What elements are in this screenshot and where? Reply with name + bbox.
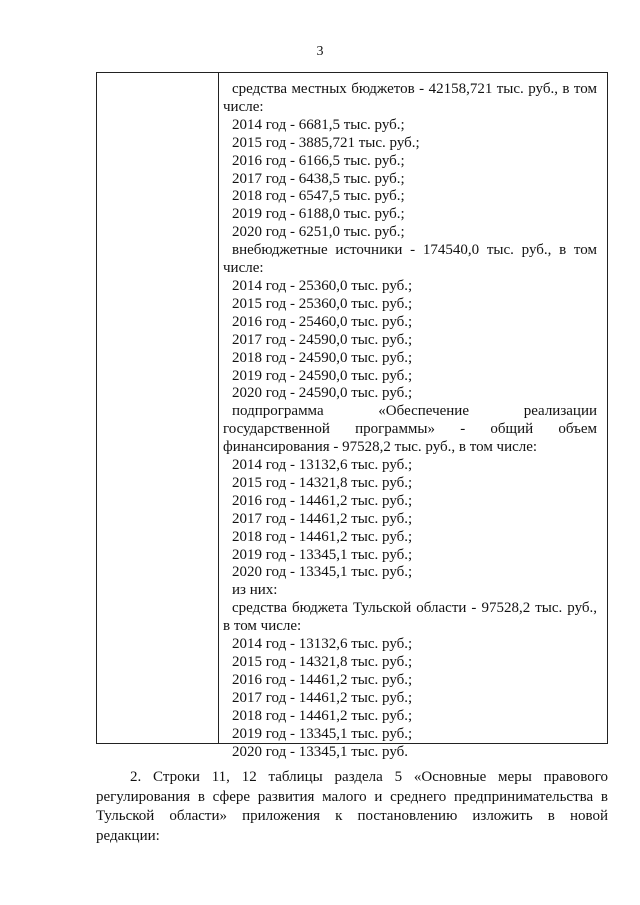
table-line: 2019 год - 13345,1 тыс. руб.; <box>232 725 413 742</box>
table-line: 2020 год - 13345,1 тыс. руб.; <box>232 564 413 581</box>
paragraph-line: Тульской области» приложения к постановлению изложить в новой <box>96 808 608 825</box>
table-line: средства бюджета Тульской области - 97528,2 тыс. руб., <box>232 600 597 617</box>
table-line: 2016 год - 14461,2 тыс. руб.; <box>232 492 413 509</box>
table-line: 2017 год - 14461,2 тыс. руб.; <box>232 510 413 527</box>
table-line: 2017 год - 14461,2 тыс. руб.; <box>232 689 413 706</box>
table-line: 2014 год - 13132,6 тыс. руб.; <box>232 457 413 474</box>
table-line: 2019 год - 6188,0 тыс. руб.; <box>232 206 405 223</box>
table-line: 2015 год - 3885,721 тыс. руб.; <box>232 134 420 151</box>
table-line: 2018 год - 14461,2 тыс. руб.; <box>232 528 413 545</box>
table-line: числе: <box>223 260 264 277</box>
table-line: 2020 год - 13345,1 тыс. руб. <box>232 743 409 760</box>
table-line: в том числе: <box>223 618 302 635</box>
amendment-paragraph <box>96 768 608 846</box>
table-line: внебюджетные источники - 174540,0 тыс. руб., в том <box>232 242 597 259</box>
table-line: 2017 год - 6438,5 тыс. руб.; <box>232 170 405 187</box>
funding-cell <box>223 81 597 761</box>
table-line: финансирования - 97528,2 тыс. руб., в том числе: <box>223 439 538 456</box>
table-line: 2016 год - 14461,2 тыс. руб.; <box>232 671 413 688</box>
paragraph-line: регулирования в сфере развития малого и среднего предпринимательства в <box>96 788 608 805</box>
page-number: 3 <box>316 44 324 59</box>
paragraph-line: редакции: <box>96 827 160 844</box>
table-line: 2014 год - 13132,6 тыс. руб.; <box>232 636 413 653</box>
table-line: 2015 год - 14321,8 тыс. руб.; <box>232 654 413 670</box>
paragraph-line: 2. Строки 11, 12 таблицы раздела 5 «Основные меры правового <box>130 769 608 785</box>
table-line: числе: <box>223 98 264 115</box>
funding-table <box>96 72 608 760</box>
table-line: 2014 год - 25360,0 тыс. руб.; <box>232 277 413 294</box>
table-line: средства местных бюджетов - 42158,721 тыс. руб., в том <box>232 81 597 97</box>
table-line: подпрограмма «Обеспечение реализации <box>232 403 597 420</box>
table-line: 2018 год - 24590,0 тыс. руб.; <box>232 349 413 366</box>
table-line: государственной программы» - общий объем <box>223 421 597 438</box>
table-line: 2019 год - 13345,1 тыс. руб.; <box>232 546 413 563</box>
table-line: 2017 год - 24590,0 тыс. руб.; <box>232 331 413 348</box>
table-line: 2020 год - 6251,0 тыс. руб.; <box>232 224 405 241</box>
table-line: 2016 год - 6166,5 тыс. руб.; <box>232 152 405 169</box>
table-line: 2018 год - 6547,5 тыс. руб.; <box>232 188 405 205</box>
table-line: 2019 год - 24590,0 тыс. руб.; <box>232 367 413 384</box>
table-line: 2018 год - 14461,2 тыс. руб.; <box>232 707 413 724</box>
column-divider <box>218 73 219 743</box>
table-line: 2014 год - 6681,5 тыс. руб.; <box>232 116 405 133</box>
table-line: 2015 год - 14321,8 тыс. руб.; <box>232 474 413 491</box>
table-line: из них: <box>232 582 278 599</box>
table-line: 2015 год - 25360,0 тыс. руб.; <box>232 295 413 312</box>
table-line: 2020 год - 24590,0 тыс. руб.; <box>232 385 413 402</box>
table-line: 2016 год - 25460,0 тыс. руб.; <box>232 313 413 330</box>
